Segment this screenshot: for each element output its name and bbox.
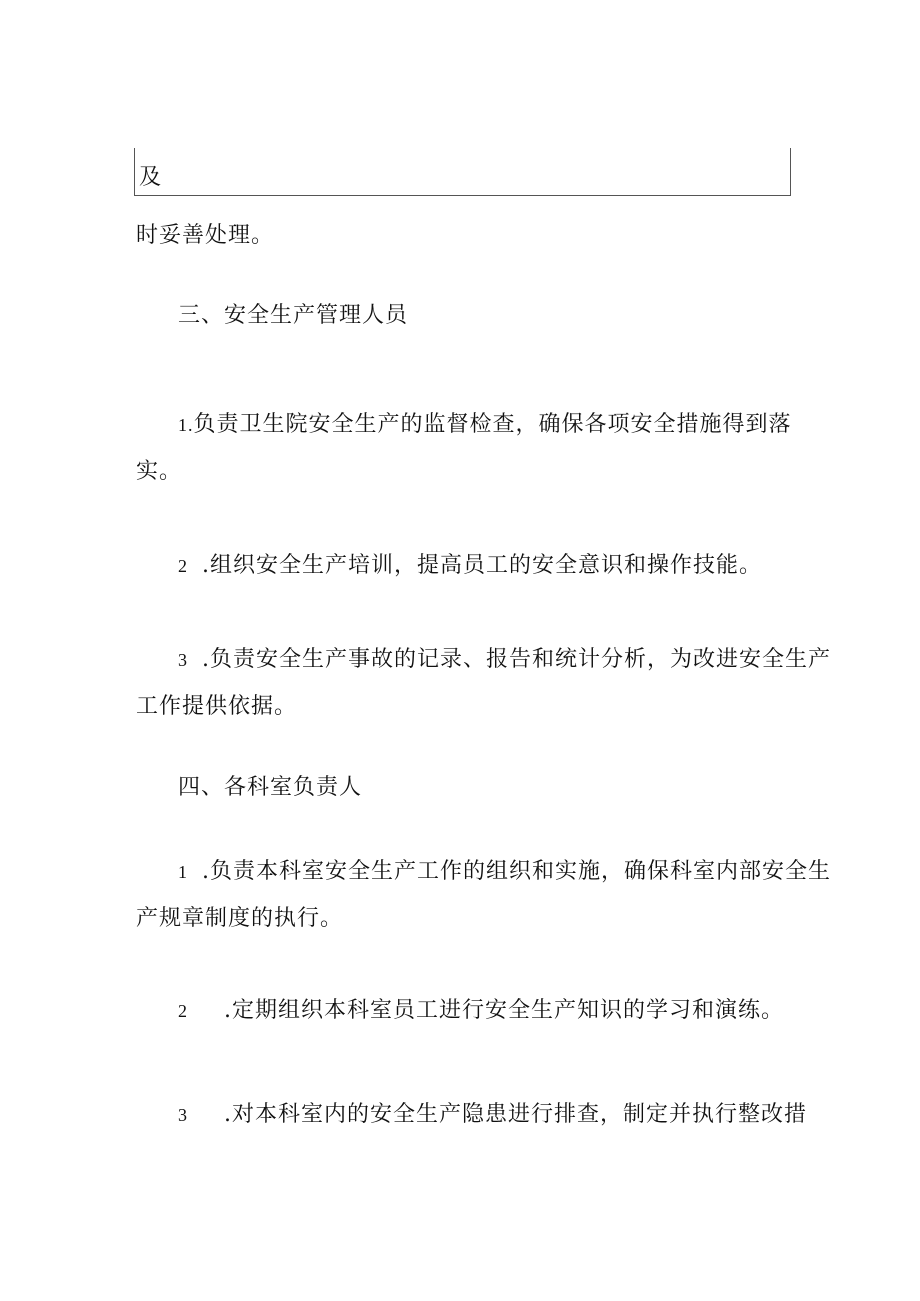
- section-4-item-1-line-1: [178, 858, 831, 886]
- item-text: .负责本科室安全生产工作的组织和实施，确保科室内部安全生: [202, 859, 831, 884]
- section-4-item-1-line-2: 产规章制度的执行。: [136, 906, 344, 931]
- item-text: .定期组织本科室员工进行安全生产知识的学习和演练。: [224, 998, 784, 1023]
- section-3-item-3-line-1: [178, 646, 831, 674]
- boxed-text-fragment: [134, 148, 791, 196]
- item-text: .负责安全生产事故的记录、报告和统计分析，为改进安全生产: [202, 647, 831, 672]
- section-4-item-3: [178, 1101, 807, 1129]
- section-4-heading: 四、各科室负责人: [178, 775, 363, 800]
- item-number: 2: [178, 1001, 188, 1021]
- item-text: .对本科室内的安全生产隐患进行排查，制定并执行整改措: [224, 1102, 807, 1127]
- fragment-text: 及: [139, 165, 162, 190]
- item-text: 负责卫生院安全生产的监督检查，确保各项安全措施得到落: [193, 412, 792, 437]
- section-3-heading: 三、安全生产管理人员: [178, 303, 409, 328]
- item-text: .组织安全生产培训，提高员工的安全意识和操作技能。: [202, 553, 762, 578]
- item-number: 1.: [178, 415, 194, 435]
- item-number: 3: [178, 1105, 188, 1125]
- continuation-text: 时妥善处理。: [136, 223, 275, 248]
- section-4-item-2: [178, 997, 784, 1025]
- section-3-item-3-line-2: 工作提供依据。: [136, 694, 298, 719]
- section-3-item-1-line-1: [178, 411, 792, 439]
- item-number: 2: [178, 556, 188, 576]
- section-3-item-2: [178, 552, 762, 580]
- section-3-item-1-line-2: 实。: [136, 459, 183, 484]
- item-number: 3: [178, 650, 188, 670]
- item-number: 1: [178, 862, 188, 882]
